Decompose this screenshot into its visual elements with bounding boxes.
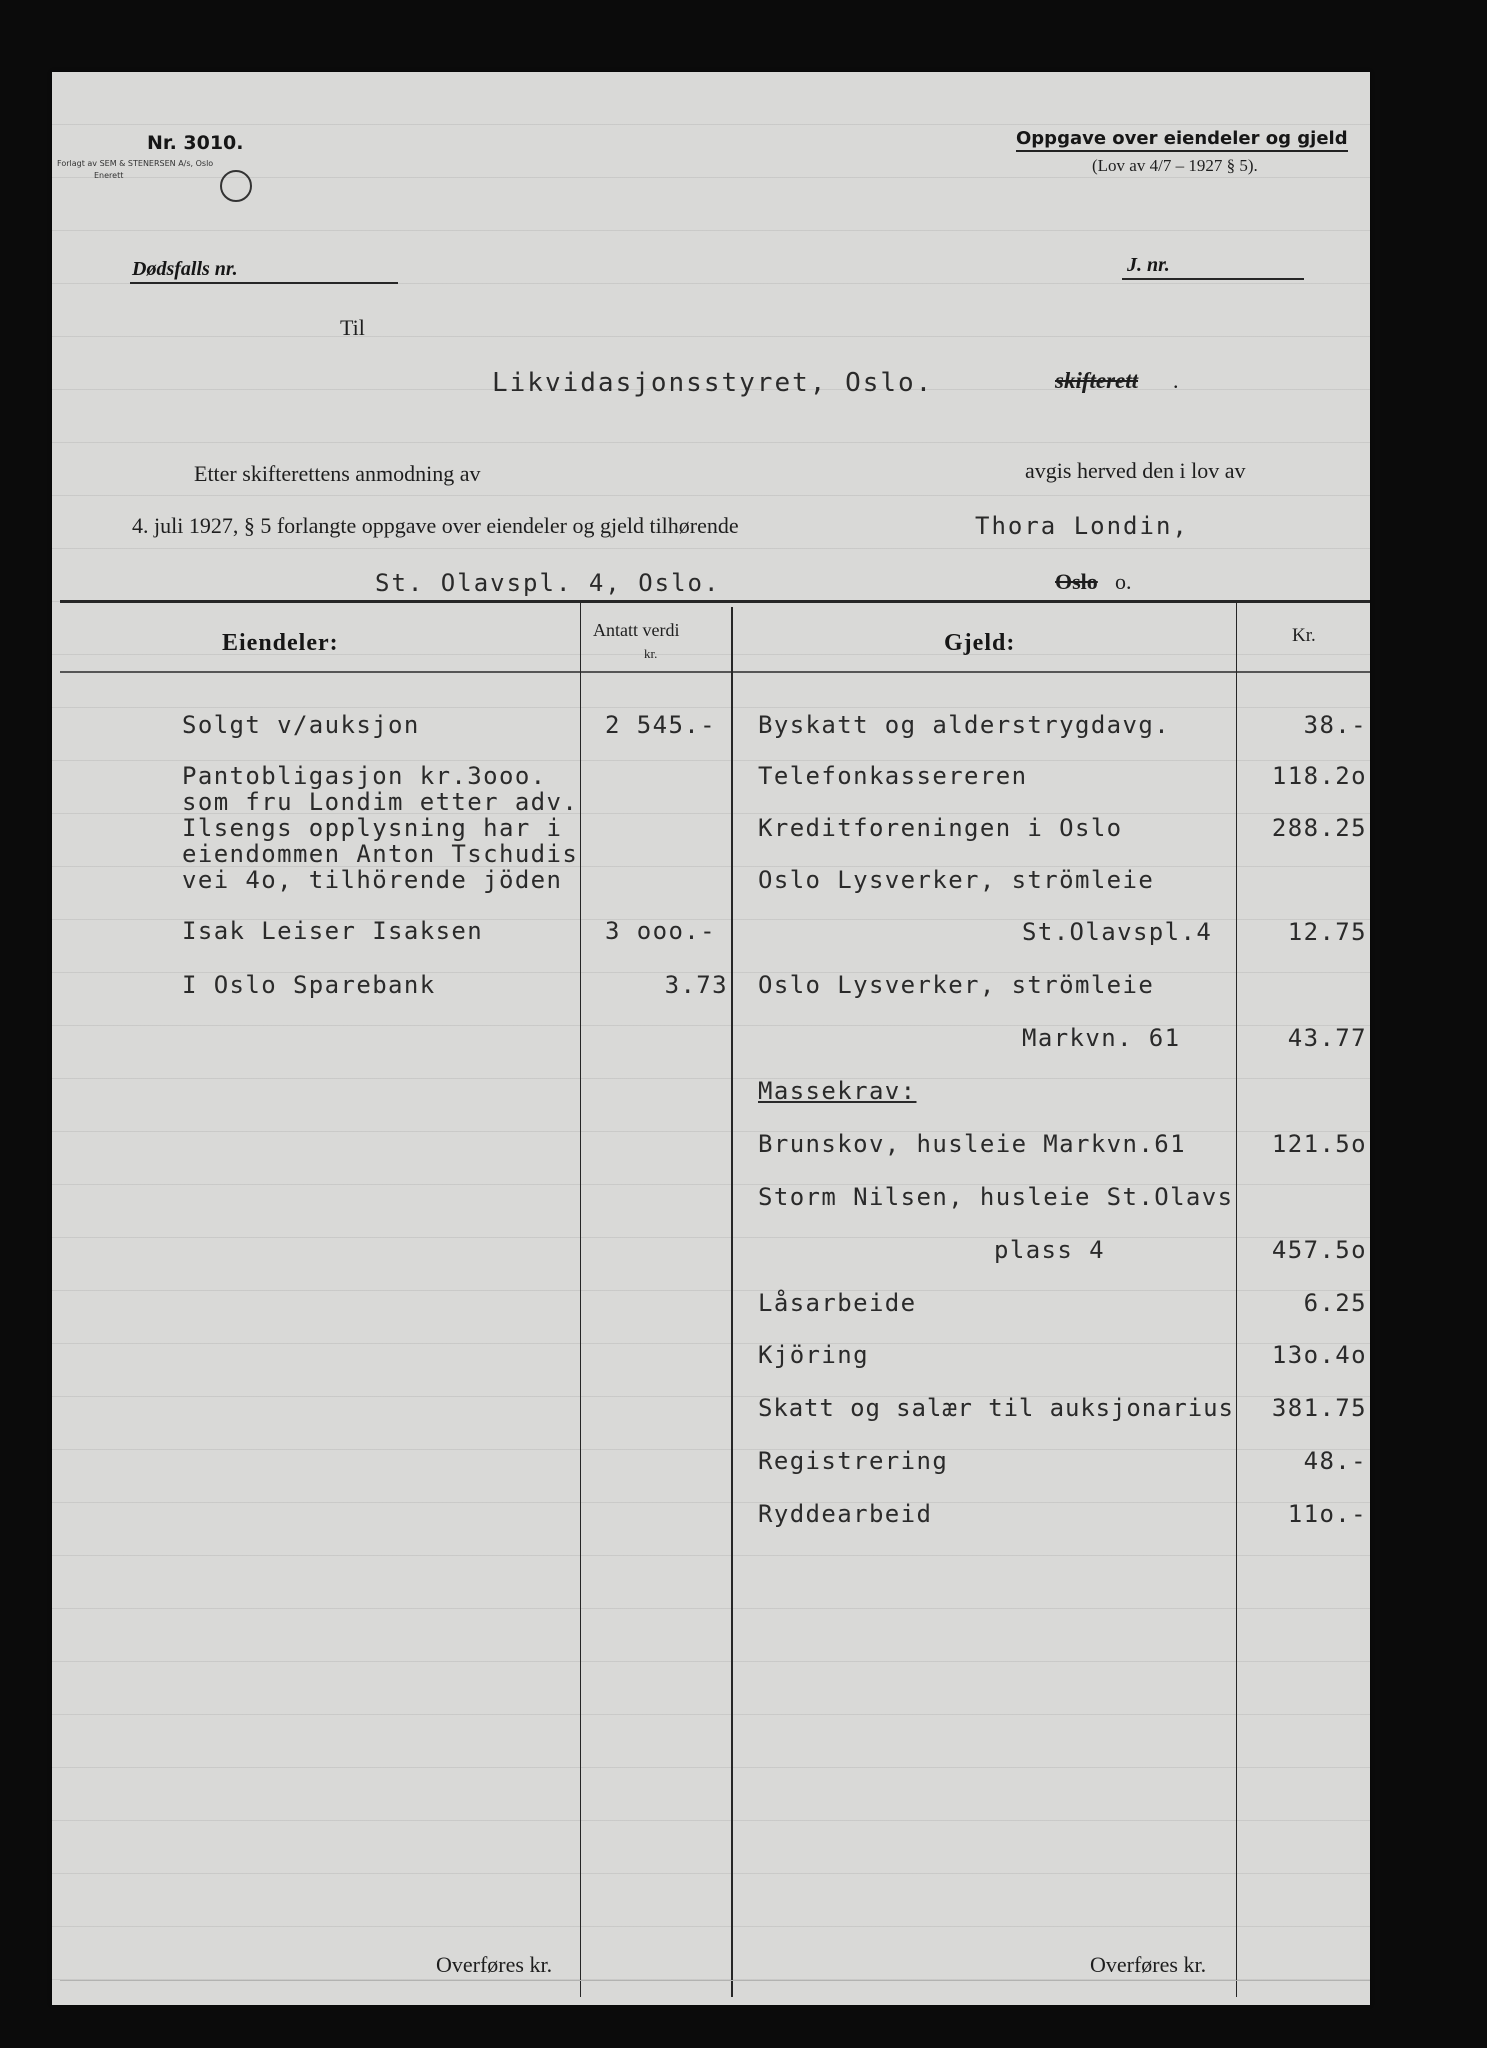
- journal-line: [1122, 278, 1304, 280]
- asset-value: 2 545.-: [605, 711, 716, 739]
- struck-place: Oslo: [1055, 569, 1098, 594]
- debt-amount: 118.2o: [1271, 762, 1367, 790]
- publisher-seal-icon: [220, 170, 252, 202]
- value-header: Antatt verdi: [593, 620, 680, 640]
- asset-desc: Ilsengs opplysning har i: [182, 814, 563, 842]
- debt-desc: Registrering: [758, 1447, 949, 1475]
- law-reference: (Lov av 4/7 – 1927 § 5).: [1092, 156, 1258, 175]
- debt-desc: plass 4: [994, 1236, 1105, 1264]
- to-label: Til: [340, 315, 365, 340]
- center-divider: [731, 607, 733, 1997]
- value-header-unit: kr.: [644, 646, 658, 661]
- debt-desc: Markvn. 61: [1022, 1024, 1181, 1052]
- debt-desc: Skatt og salær til auksjonarius: [758, 1394, 1234, 1422]
- form-title: Oppgave over eiendeler og gjeld: [1016, 128, 1348, 152]
- debt-amount: 381.75: [1271, 1394, 1367, 1422]
- asset-desc: Solgt v/auksjon: [182, 711, 420, 739]
- estate-claims-heading: Massekrav:: [758, 1077, 917, 1105]
- asset-desc: vei 4o, tilhörende jöden: [182, 866, 563, 894]
- carry-over-left: Overføres kr.: [436, 1952, 553, 1977]
- debt-amount: 288.25: [1271, 814, 1367, 842]
- asset-desc: som fru Londim etter adv.: [182, 788, 579, 816]
- debt-amount: 6.25: [1303, 1289, 1367, 1317]
- debt-desc: Ryddearbeid: [758, 1500, 933, 1528]
- owner-name: Thora Londin,: [975, 512, 1189, 540]
- publisher-line: Forlagt av SEM & STENERSEN A/s, Oslo: [57, 159, 214, 168]
- kr-header: Kr.: [1292, 625, 1316, 646]
- asset-value: 3.73: [664, 971, 728, 999]
- debt-amount: 457.5o: [1271, 1236, 1367, 1264]
- place-suffix: o.: [1115, 569, 1132, 594]
- assets-header: Eiendeler:: [222, 630, 339, 656]
- debt-desc: Storm Nilsen, husleie St.Olavs: [758, 1183, 1234, 1211]
- owner-address: St. Olavspl. 4, Oslo.: [375, 569, 721, 597]
- debt-desc: Brunskov, husleie Markvn.61: [758, 1130, 1186, 1158]
- debts-header: Gjeld:: [944, 630, 1016, 656]
- body-line1-left: Etter skifterettens anmodning av: [194, 461, 481, 486]
- asset-desc: Pantobligasjon kr.3ooo.: [182, 762, 547, 790]
- debt-amount: 11o.-: [1287, 1500, 1367, 1528]
- bottom-faint-rule: [60, 1980, 1370, 1981]
- asset-value: 3 ooo.-: [605, 917, 716, 945]
- carry-over-right: Overføres kr.: [1090, 1952, 1207, 1977]
- form-number: Nr. 3010.: [147, 132, 244, 154]
- value-column-divider: [580, 602, 581, 1997]
- debt-amount: 13o.4o: [1271, 1341, 1367, 1369]
- asset-desc: Isak Leiser Isaksen: [182, 917, 484, 945]
- body-line1-right: avgis herved den i lov av: [1025, 458, 1246, 483]
- debt-amount: 48.-: [1303, 1447, 1367, 1475]
- document-page: [52, 72, 1370, 2005]
- asset-desc: I Oslo Sparebank: [182, 971, 436, 999]
- debt-desc: Kjöring: [758, 1341, 869, 1369]
- recipient-typed: Likvidasjonsstyret, Oslo.: [492, 368, 934, 398]
- debt-amount: 43.77: [1287, 1024, 1367, 1052]
- debt-desc: Oslo Lysverker, strömleie: [758, 866, 1155, 894]
- debt-amount: 38.-: [1303, 711, 1367, 739]
- journal-label: J. nr.: [1127, 254, 1170, 276]
- debt-desc: Byskatt og alderstrygdavg.: [758, 711, 1171, 739]
- debt-desc: Kreditforeningen i Oslo: [758, 814, 1123, 842]
- publisher-copyright: Enerett: [94, 171, 124, 180]
- struck-court-word: skifterett: [1055, 368, 1139, 393]
- death-case-label: Dødsfalls nr.: [132, 258, 238, 280]
- table-top-rule: [60, 600, 1370, 603]
- debt-desc: Telefonkassereren: [758, 762, 1028, 790]
- debt-amount: 12.75: [1287, 918, 1367, 946]
- recipient-period: .: [1173, 368, 1179, 393]
- death-case-line: [130, 282, 398, 284]
- debt-desc: Oslo Lysverker, strömleie: [758, 971, 1155, 999]
- body-line2-left: 4. juli 1927, § 5 forlangte oppgave over eiendeler og gjeld tilhørende: [132, 513, 739, 538]
- asset-desc: eiendommen Anton Tschudis: [182, 840, 579, 868]
- table-header-rule: [60, 671, 1370, 673]
- debt-desc: St.Olavspl.4: [1022, 918, 1213, 946]
- debt-amount: 121.5o: [1271, 1130, 1367, 1158]
- kr-column-divider: [1236, 602, 1237, 1997]
- debt-desc: Låsarbeide: [758, 1289, 917, 1317]
